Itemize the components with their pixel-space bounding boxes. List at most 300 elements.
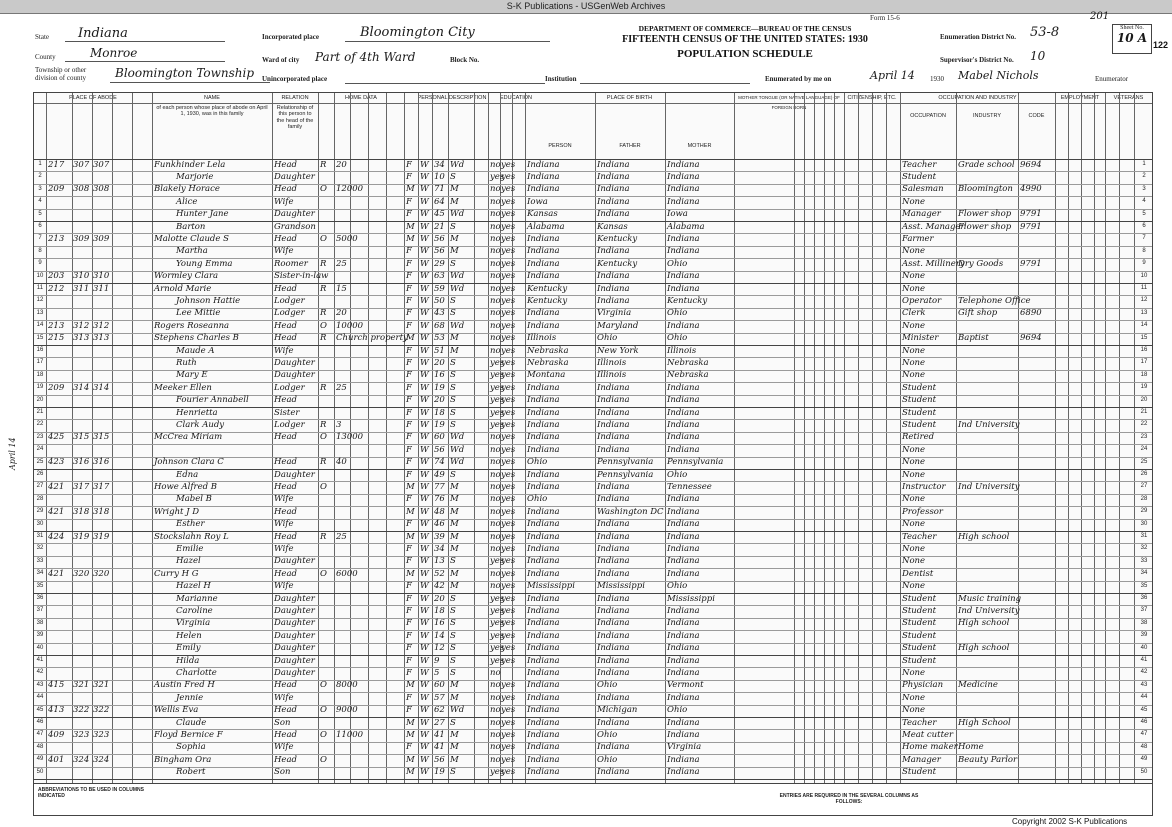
cell-school: no <box>490 506 501 517</box>
row-number: 15 <box>36 334 44 341</box>
cell-bf: Indiana <box>597 593 630 604</box>
cell-age: 56 <box>434 246 445 257</box>
cell-bm: Indiana <box>667 444 700 455</box>
cell-mar: Wd <box>450 209 465 220</box>
cell-rel: Daughter <box>274 556 315 567</box>
cell-bp: Mississippi <box>527 581 575 592</box>
sheet-value: 10 A <box>1116 31 1148 45</box>
colhead-industry: INDUSTRY <box>972 113 1001 119</box>
cell-ind: Ind University <box>958 419 1020 430</box>
cell-bp: Indiana <box>527 543 560 554</box>
cell-bm: Tennessee <box>667 481 712 492</box>
cell-code: 9791 <box>1020 209 1042 220</box>
group-citizenship: CITIZENSHIP, ETC. <box>844 93 900 104</box>
cell-occ: Professor <box>902 506 943 517</box>
cell-occ: Student <box>902 395 937 406</box>
row-number: 39 <box>36 632 44 639</box>
cell-age: 60 <box>434 432 445 443</box>
form-number: Form 15-6 <box>870 14 900 22</box>
cell-sex: M <box>406 729 415 740</box>
cell-val: 11000 <box>336 729 364 740</box>
cell-mar: Wd <box>450 159 465 170</box>
cell-home: O <box>320 320 327 331</box>
row-number: 50 <box>36 768 44 775</box>
cell-bp: Indiana <box>527 407 560 418</box>
supervisor-value: 10 <box>1030 49 1046 63</box>
row-number: 8 <box>38 247 42 254</box>
cell-occ: Student <box>902 767 937 778</box>
cell-race: W <box>420 196 429 207</box>
cell-ind: Dry Goods <box>958 258 1004 269</box>
cell-race: W <box>420 184 429 195</box>
cell-mar: S <box>450 407 456 418</box>
cell-mar: S <box>450 469 456 480</box>
cell-read: yes <box>501 159 516 170</box>
cell-bm: Indiana <box>667 320 700 331</box>
cell-rel: Head <box>274 754 297 765</box>
cell-mar: M <box>450 692 459 703</box>
cell-bp: Indiana <box>527 767 560 778</box>
cell-bf: Indiana <box>597 519 630 530</box>
cell-occ: Student <box>902 419 937 430</box>
cell-name: Clark Audy <box>176 419 225 430</box>
row-number: 33 <box>36 557 44 564</box>
cell-occ: Physician <box>902 680 944 691</box>
cell-school: no <box>490 333 501 344</box>
unincorporated-underline <box>345 83 545 84</box>
cell-bf: Indiana <box>597 556 630 567</box>
cell-bm: Ohio <box>667 581 688 592</box>
cell-race: W <box>420 494 429 505</box>
row-number: 17 <box>36 359 44 366</box>
cell-sex: F <box>406 543 412 554</box>
cell-bm: Indiana <box>667 717 700 728</box>
cell-mar: Wd <box>450 457 465 468</box>
cell-occ: None <box>902 345 926 356</box>
cell-school: no <box>490 519 501 530</box>
cell-read: yes <box>501 333 516 344</box>
colhead-birth-father: FATHER <box>619 143 641 149</box>
cell-hh: 318 <box>73 506 90 517</box>
cell-mar: M <box>450 519 459 530</box>
cell-race: W <box>420 605 429 616</box>
cell-sex: F <box>406 196 412 207</box>
cell-race: W <box>420 444 429 455</box>
cell-bf: Michigan <box>597 705 638 716</box>
cell-race: W <box>420 556 429 567</box>
row-number: 43 <box>36 681 44 688</box>
cell-race: W <box>420 357 429 368</box>
cell-bp: Indiana <box>527 382 560 393</box>
cell-rel: Wife <box>274 742 294 753</box>
cell-val: 9000 <box>336 705 358 716</box>
cell-hh: 309 <box>73 233 90 244</box>
group-tongue: MOTHER TONGUE (OR NATIVE LANGUAGE) OF FOREIGN BORN <box>734 93 844 104</box>
cell-school: no <box>490 680 501 691</box>
group-relation: RELATION <box>272 93 318 104</box>
cell-rel: Daughter <box>274 667 315 678</box>
cell-home: O <box>320 481 327 492</box>
cell-occ: Student <box>902 618 937 629</box>
cell-bm: Indiana <box>667 395 700 406</box>
cell-ind: Music training <box>958 593 1022 604</box>
cell-race: W <box>420 295 429 306</box>
cell-sex: F <box>406 742 412 753</box>
group-home: HOME DATA <box>318 93 404 104</box>
row-number-right: 36 <box>1140 595 1148 601</box>
cell-race: W <box>420 767 429 778</box>
cell-occ: Instructor <box>902 481 946 492</box>
cell-rel: Daughter <box>274 209 315 220</box>
row-number-right: 14 <box>1140 322 1148 329</box>
enum-district-label: Enumeration District No. <box>940 33 1017 41</box>
cell-occ: None <box>902 444 926 455</box>
cell-read: yes <box>501 246 516 257</box>
row-number: 26 <box>36 471 44 477</box>
cell-age: 74 <box>434 457 445 468</box>
cell-school: yes <box>490 593 505 604</box>
row-number-right: 24 <box>1140 446 1148 453</box>
cell-school: no <box>490 184 501 195</box>
cell-ind: Ind University <box>958 605 1020 616</box>
cell-school: no <box>490 581 501 592</box>
cell-mar: M <box>450 333 459 344</box>
cell-bp: Indiana <box>527 159 560 170</box>
cell-mar: S <box>450 643 456 654</box>
cell-school: no <box>490 742 501 753</box>
cell-rel: Head <box>274 481 297 492</box>
cell-bp: Indiana <box>527 667 560 678</box>
cell-dw: 212 <box>48 283 65 294</box>
cell-read: yes <box>501 320 516 331</box>
cell-bm: Indiana <box>667 543 700 554</box>
cell-dw: 421 <box>48 568 65 579</box>
cell-school: no <box>490 494 501 505</box>
cell-race: W <box>420 382 429 393</box>
cell-school: yes <box>490 618 505 629</box>
cell-age: 76 <box>434 494 445 505</box>
row-number: 23 <box>36 433 44 440</box>
cell-rel: Head <box>274 531 297 542</box>
cell-sex: F <box>406 419 412 430</box>
cell-home: R <box>320 419 327 430</box>
cell-bp: Indiana <box>527 593 560 604</box>
row-number-right: 2 <box>1142 173 1146 180</box>
cell-val: 20 <box>336 159 347 170</box>
cell-bf: Ohio <box>597 729 618 740</box>
cell-name: Marjorie <box>176 171 214 182</box>
cell-rel: Sister-in-law <box>274 271 329 282</box>
cell-mar: Wd <box>450 432 465 443</box>
cell-home: R <box>320 333 327 344</box>
cell-name: Johnson Hattie <box>176 295 241 306</box>
cell-mar: S <box>450 357 456 368</box>
cell-occ: Student <box>902 382 937 393</box>
cell-mar: M <box>450 246 459 257</box>
cell-bf: Indiana <box>597 618 630 629</box>
cell-mar: Wd <box>450 271 465 282</box>
cell-rel: Daughter <box>274 605 315 616</box>
cell-read: yes <box>501 494 516 505</box>
row-number-right: 43 <box>1140 681 1148 688</box>
cell-fam: 322 <box>93 705 110 716</box>
cell-bm: Vermont <box>667 680 704 691</box>
cell-rel: Head <box>274 432 297 443</box>
cell-mar: M <box>450 729 459 740</box>
cell-race: W <box>420 543 429 554</box>
cell-dw: 401 <box>48 754 65 765</box>
cell-sex: F <box>406 357 412 368</box>
row-number-right: 31 <box>1140 533 1148 539</box>
cell-age: 57 <box>434 692 445 703</box>
cell-bm: Indiana <box>667 754 700 765</box>
cell-race: W <box>420 419 429 430</box>
cell-bf: Indiana <box>597 246 630 257</box>
cell-age: 12 <box>434 643 445 654</box>
cell-name: Caroline <box>176 605 213 616</box>
cell-bf: Ohio <box>597 333 618 344</box>
cell-school: yes <box>490 407 505 418</box>
sheet-box <box>1112 24 1152 54</box>
cell-bm: Nebraska <box>667 357 709 368</box>
enumerated-date: April 14 <box>870 69 915 82</box>
cell-race: W <box>420 680 429 691</box>
row-number: 27 <box>36 483 44 490</box>
row-number-right: 5 <box>1142 210 1146 217</box>
cell-school: no <box>490 271 501 282</box>
cell-rel: Daughter <box>274 630 315 641</box>
cell-name: Malotte Claude S <box>154 233 229 244</box>
cell-race: W <box>420 345 429 356</box>
cell-rel: Head <box>274 506 297 517</box>
cell-race: W <box>420 271 429 282</box>
row-number: 6 <box>38 223 42 229</box>
cell-race: W <box>420 320 429 331</box>
row-number-right: 27 <box>1140 483 1148 490</box>
cell-bp: Indiana <box>527 233 560 244</box>
cell-bf: Indiana <box>597 692 630 703</box>
cell-ind: Gift shop <box>958 308 998 319</box>
row-number-right: 49 <box>1140 756 1148 763</box>
row-number: 7 <box>38 235 42 242</box>
cell-race: W <box>420 506 429 517</box>
cell-read: yes <box>501 605 516 616</box>
cell-bm: Illinois <box>667 345 697 356</box>
cell-bp: Ohio <box>527 494 548 505</box>
cell-occ: None <box>902 320 926 331</box>
cell-ind: Home <box>958 742 984 753</box>
cell-race: W <box>420 246 429 257</box>
cell-rel: Head <box>274 705 297 716</box>
cell-read: yes <box>501 457 516 468</box>
cell-bm: Indiana <box>667 506 700 517</box>
row-number-right: 7 <box>1142 235 1146 242</box>
cell-school: no <box>490 469 501 480</box>
cell-bf: Indiana <box>597 742 630 753</box>
cell-bf: Kentucky <box>597 258 638 269</box>
cell-name: Howe Alfred B <box>154 481 218 492</box>
cell-bp: Indiana <box>527 618 560 629</box>
cell-bp: Indiana <box>527 519 560 530</box>
row-number: 1 <box>38 161 42 167</box>
cell-fam: 317 <box>93 481 110 492</box>
cell-rel: Daughter <box>274 618 315 629</box>
cell-name: Wormley Clara <box>154 271 219 282</box>
cell-val: 40 <box>336 457 347 468</box>
cell-read: yes <box>501 618 516 629</box>
cell-school: no <box>490 568 501 579</box>
row-number: 42 <box>36 669 44 676</box>
cell-mar: M <box>450 754 459 765</box>
cell-dw: 209 <box>48 382 65 393</box>
cell-read: yes <box>501 271 516 282</box>
cell-val: 25 <box>336 382 347 393</box>
census-title: FIFTEENTH CENSUS OF THE UNITED STATES: 1930 <box>622 34 868 45</box>
cell-race: W <box>420 481 429 492</box>
cell-age: 68 <box>434 320 445 331</box>
cell-school: no <box>490 308 501 319</box>
cell-race: W <box>420 630 429 641</box>
cell-code: 9791 <box>1020 258 1042 269</box>
cell-hh: 314 <box>73 382 90 393</box>
row-number-right: 18 <box>1140 371 1148 378</box>
cell-occ: Student <box>902 605 937 616</box>
cell-name: Hilda <box>176 655 200 666</box>
cell-sex: F <box>406 271 412 282</box>
row-number-right: 32 <box>1140 545 1148 552</box>
cell-bm: Iowa <box>667 209 688 220</box>
archive-banner: S-K Publications - USGenWeb Archives <box>0 0 1172 14</box>
cell-read: yes <box>501 556 516 567</box>
cell-age: 20 <box>434 593 445 604</box>
cell-read: yes <box>501 432 516 443</box>
cell-sex: F <box>406 320 412 331</box>
cell-name: Robert <box>176 767 206 778</box>
cell-read: yes <box>501 630 516 641</box>
row-number: 48 <box>36 743 44 750</box>
cell-mar: M <box>450 506 459 517</box>
cell-name: Stephens Charles B <box>154 333 239 344</box>
row-number-right: 3 <box>1142 185 1146 192</box>
cell-read: yes <box>501 692 516 703</box>
cell-race: W <box>420 581 429 592</box>
cell-bf: Indiana <box>597 382 630 393</box>
cell-age: 41 <box>434 742 445 753</box>
cell-dw: 421 <box>48 506 65 517</box>
cell-mar: S <box>450 605 456 616</box>
cell-sex: M <box>406 568 415 579</box>
cell-age: 48 <box>434 506 445 517</box>
cell-rel: Head <box>274 283 297 294</box>
cell-name: Henrietta <box>176 407 218 418</box>
cell-school: no <box>490 345 501 356</box>
row-number-right: 1 <box>1142 161 1146 167</box>
cell-mar: S <box>450 258 456 269</box>
cell-bp: Indiana <box>527 271 560 282</box>
cell-sex: F <box>406 246 412 257</box>
cell-sex: F <box>406 171 412 182</box>
cell-val: 5000 <box>336 233 358 244</box>
cell-sex: F <box>406 705 412 716</box>
cell-age: 49 <box>434 469 445 480</box>
cell-race: W <box>420 643 429 654</box>
cell-sex: F <box>406 382 412 393</box>
cell-sex: F <box>406 605 412 616</box>
cell-occ: Operator <box>902 295 942 306</box>
cell-read: yes <box>501 258 516 269</box>
cell-bm: Indiana <box>667 568 700 579</box>
cell-age: 9 <box>434 655 440 666</box>
cell-occ: Minister <box>902 333 939 344</box>
cell-dw: 423 <box>48 457 65 468</box>
cell-rel: Wife <box>274 196 294 207</box>
cell-home: R <box>320 382 327 393</box>
cell-name: Hunter Jane <box>176 209 229 220</box>
cell-rel: Wife <box>274 494 294 505</box>
cell-race: W <box>420 221 429 232</box>
cell-mar: S <box>450 717 456 728</box>
cell-dw: 217 <box>48 159 65 170</box>
cell-rel: Wife <box>274 581 294 592</box>
cell-school: no <box>490 754 501 765</box>
cell-val: 6000 <box>336 568 358 579</box>
cell-bp: Kentucky <box>527 295 568 306</box>
cell-bm: Indiana <box>667 494 700 505</box>
cell-bf: Indiana <box>597 419 630 430</box>
cell-home: O <box>320 233 327 244</box>
row-number: 4 <box>38 198 42 205</box>
cell-rel: Wife <box>274 246 294 257</box>
township-label: Township or other division of county <box>35 66 87 82</box>
cell-mar: Wd <box>450 705 465 716</box>
row-number-right: 10 <box>1140 272 1148 279</box>
cell-rel: Head <box>274 729 297 740</box>
cell-bp: Nebraska <box>527 357 569 368</box>
cell-age: 45 <box>434 209 445 220</box>
cell-school: no <box>490 705 501 716</box>
row-number-right: 46 <box>1140 719 1148 725</box>
institution-label: Institution <box>545 75 577 83</box>
state-value: Indiana <box>78 26 128 41</box>
cell-home: O <box>320 754 327 765</box>
block-label: Block No. <box>450 56 480 64</box>
cell-sex: F <box>406 655 412 666</box>
sheet-label: Sheet No. <box>1120 25 1144 31</box>
cell-dw: 209 <box>48 184 65 195</box>
cell-mar: M <box>450 568 459 579</box>
cell-bf: Indiana <box>597 395 630 406</box>
row-number-right: 17 <box>1140 359 1148 366</box>
cell-mar: M <box>450 543 459 554</box>
cell-read: yes <box>501 717 516 728</box>
cell-fam: 310 <box>93 271 110 282</box>
township-underline <box>110 82 270 83</box>
cell-race: W <box>420 469 429 480</box>
cell-mar: M <box>450 531 459 542</box>
cell-name: Esther <box>176 519 205 530</box>
cell-bm: Indiana <box>667 630 700 641</box>
cell-occ: Teacher <box>902 159 937 170</box>
row-number-right: 30 <box>1140 520 1148 527</box>
cell-occ: Meat cutter <box>902 729 954 740</box>
colhead-code: CODE <box>1028 113 1045 119</box>
cell-bp: Indiana <box>527 246 560 257</box>
cell-bf: Indiana <box>597 655 630 666</box>
row-number-right: 26 <box>1140 471 1148 477</box>
row-number: 35 <box>36 582 44 589</box>
cell-bf: Indiana <box>597 481 630 492</box>
cell-race: W <box>420 593 429 604</box>
